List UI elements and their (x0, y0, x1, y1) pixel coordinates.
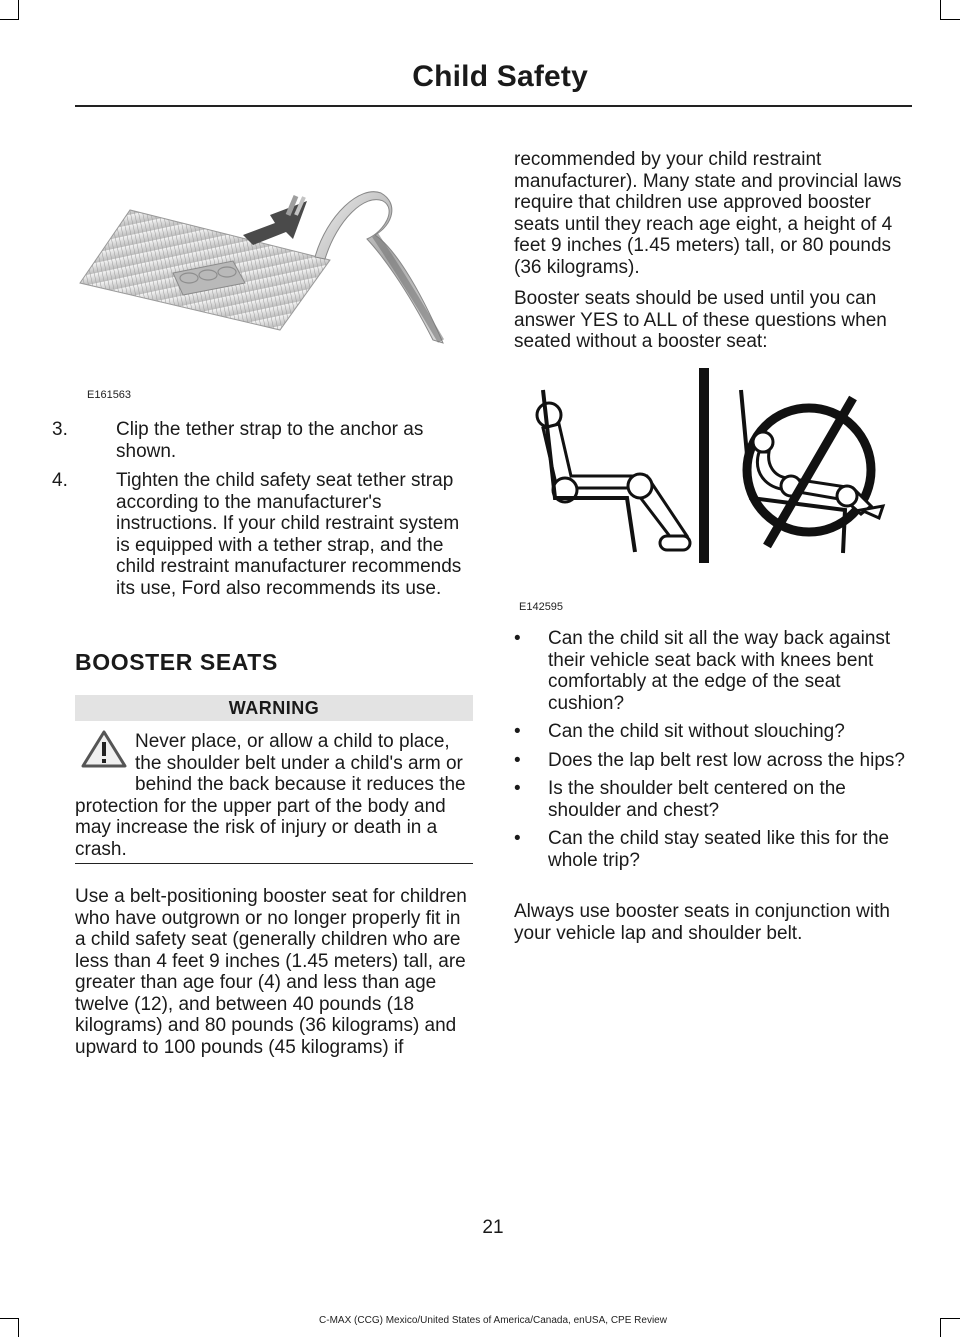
bullet: • (514, 721, 521, 742)
question-text: Can the child sit without slouching? (548, 721, 845, 742)
crop-mark (0, 19, 19, 20)
list-item (514, 778, 910, 821)
header-divider (75, 105, 912, 107)
page-number: 21 (482, 1217, 504, 1238)
list-item (514, 721, 910, 743)
question-text: Can the child sit all the way back against their vehicle seat back with knees bent comfortably at the edge of the seat cushion? (548, 628, 891, 714)
seating-position-illustration (515, 360, 910, 570)
tether-strap-illustration (75, 165, 475, 365)
step-text: Clip the tether strap to the anchor as shown. (116, 419, 424, 462)
figure-code: E142595 (519, 601, 564, 613)
crop-mark (18, 0, 19, 20)
bullet: • (514, 749, 521, 771)
booster-questions (514, 628, 910, 878)
booster-paragraph-continued: recommended by your child restraint manufacturer). Many state and provincial laws require that children use approved booster seats until they reach age eight, a height of 4 feet 9 inches (1.45 meters) tall, or 80 pounds (36 kilograms). (514, 149, 902, 278)
step-number: 4. (52, 470, 68, 491)
bullet: • (514, 628, 521, 649)
list-item (514, 828, 910, 871)
section-heading: BOOSTER SEATS (75, 649, 278, 675)
crop-mark (940, 0, 941, 20)
question-text: Does the lap belt rest low across the hips? (548, 749, 905, 771)
list-item (514, 750, 910, 772)
warning-banner: WARNING (75, 695, 473, 721)
question-text: Can the child stay seated like this for the whole trip? (548, 828, 890, 871)
list-item (514, 628, 910, 714)
booster-closing-paragraph: Always use booster seats in conjunction with your vehicle lap and shoulder belt. (514, 901, 890, 944)
warning-text: Never place, or allow a child to place, the shoulder belt under a child's arm or behind the back because it reduces the protection for the upper part of the body and may increase the risk of injury or death in a crash. (75, 731, 466, 860)
step-text: Tighten the child safety seat tether strap according to the manufacturer's instructions. If your child restraint system is equipped with a tether strap, and the child restraint manufacturer recommends its use, Ford also recommends its use. (116, 470, 462, 599)
page-title: Child Safety (412, 60, 588, 93)
steps-list (52, 419, 474, 607)
question-text: Is the shoulder belt centered on the shoulder and chest? (548, 778, 846, 821)
step-number: 3. (52, 419, 68, 440)
warning-block (75, 731, 473, 860)
list-item (52, 470, 474, 599)
figure-code: E161563 (87, 389, 132, 401)
list-item (52, 419, 474, 462)
booster-paragraph: Use a belt-positioning booster seat for children who have outgrown or no longer properly fit in a child safety seat (generally children who are less than 4 feet 9 inches (1.45 meters) tall, are greater than age four (4) and less than age twelve (12), and between 40 pounds (18 kilograms) and 80 pounds (36 kilograms) and upward to 100 pounds (45 kilograms) if (75, 886, 467, 1058)
warning-triangle-icon (80, 729, 128, 769)
bullet: • (514, 828, 521, 849)
crop-mark (941, 19, 960, 20)
booster-criteria-intro: Booster seats should be used until you can answer YES to ALL of these questions when seated without a booster seat: (514, 288, 887, 352)
warning-divider (75, 863, 473, 864)
bullet: • (514, 778, 521, 799)
footer-doc-info: C-MAX (CCG) Mexico/United States of America/Canada, enUSA, CPE Review (319, 1315, 667, 1326)
